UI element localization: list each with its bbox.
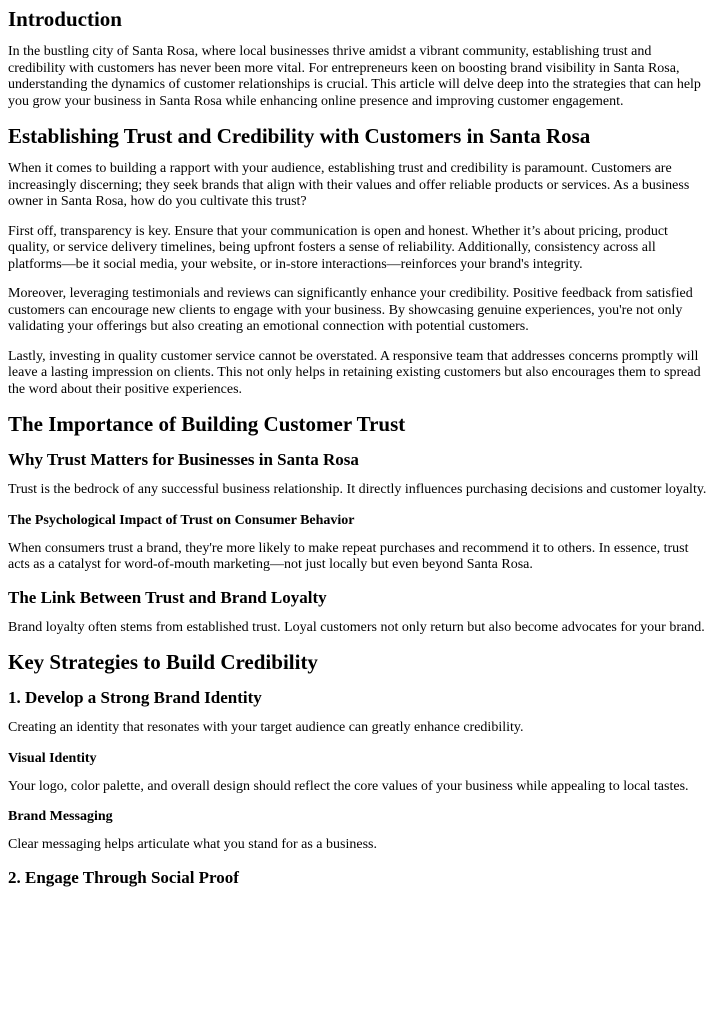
heading-introduction: Introduction bbox=[8, 7, 122, 31]
paragraph-establishing-1: When it comes to building a rapport with your audience, establishing trust and credibility is paramount. Customers are increasingly discerning; they seek brands that align with their values and offer reliable products or services. As a business owner in Santa Rosa, how do you cultivate this trust? bbox=[8, 161, 690, 209]
subheading-brand-identity: 1. Develop a Strong Brand Identity bbox=[8, 688, 262, 707]
subheading-social-proof: 2. Engage Through Social Proof bbox=[8, 867, 239, 887]
paragraph-intro: In the bustling city of Santa Rosa, where local businesses thrive amidst a vibrant community, establishing trust and credibility with customers has never been more vital. For entrepreneurs keen on boosting brand visibility in Santa Rosa, understanding the dynamics of customer relationships is crucial. This article will delve deep into the strategies that can help you grow your business in Santa Rosa while enhancing online presence and improving customer engagement. bbox=[8, 44, 701, 109]
paragraph-psychological-impact: When consumers trust a brand, they're more likely to make repeat purchases and recommend it to others. In essence, trust acts as a catalyst for word-of-mouth marketing—not just locally but even beyond Santa Rosa. bbox=[8, 540, 689, 572]
paragraph-visual-identity: Your logo, color palette, and overall design should reflect the core values of your business while appealing to local tastes. bbox=[8, 778, 689, 794]
paragraph-trust-loyalty: Brand loyalty often stems from established trust. Loyal customers not only return but also become advocates for your brand. bbox=[8, 619, 705, 635]
heading-key-strategies: Key Strategies to Build Credibility bbox=[8, 650, 318, 674]
subheading-visual-identity: Visual Identity bbox=[8, 750, 97, 766]
subheading-brand-messaging: Brand Messaging bbox=[8, 809, 113, 824]
heading-importance: The Importance of Building Customer Trust bbox=[8, 412, 406, 436]
heading-establishing-trust: Establishing Trust and Credibility with Customers in Santa Rosa bbox=[8, 124, 591, 148]
subheading-why-trust: Why Trust Matters for Businesses in Santa Rosa bbox=[8, 450, 359, 469]
paragraph-establishing-2: First off, transparency is key. Ensure that your communication is open and honest. Whether it’s about pricing, product quality, or service delivery timelines, being upfront fosters a sense of reliability. Additionally, consistency across all platforms—be it social media, your website, or in-store interactions—reinforces your brand's integrity. bbox=[8, 223, 668, 272]
paragraph-why-trust: Trust is the bedrock of any successful business relationship. It directly influences purchasing decisions and customer loyalty. bbox=[8, 482, 707, 497]
paragraph-establishing-3: Moreover, leveraging testimonials and reviews can significantly enhance your credibility. Positive feedback from satisfied customers can encourage new clients to engage with your business. By showcasing genuine experiences, you're not only validating your offerings but also creating an emotional connection with potential customers. bbox=[8, 286, 693, 334]
paragraph-establishing-4: Lastly, investing in quality customer service cannot be overstated. A responsive team that addresses concerns promptly will leave a lasting impression on clients. This not only helps in retaining existing customers but also encourages them to spread the word about their positive experiences. bbox=[8, 348, 701, 397]
subheading-trust-loyalty: The Link Between Trust and Brand Loyalty bbox=[8, 587, 327, 607]
paragraph-brand-messaging: Clear messaging helps articulate what you stand for as a business. bbox=[8, 837, 377, 852]
paragraph-brand-identity: Creating an identity that resonates with your target audience can greatly enhance credibility. bbox=[8, 720, 524, 735]
subheading-psychological-impact: The Psychological Impact of Trust on Consumer Behavior bbox=[8, 512, 355, 528]
